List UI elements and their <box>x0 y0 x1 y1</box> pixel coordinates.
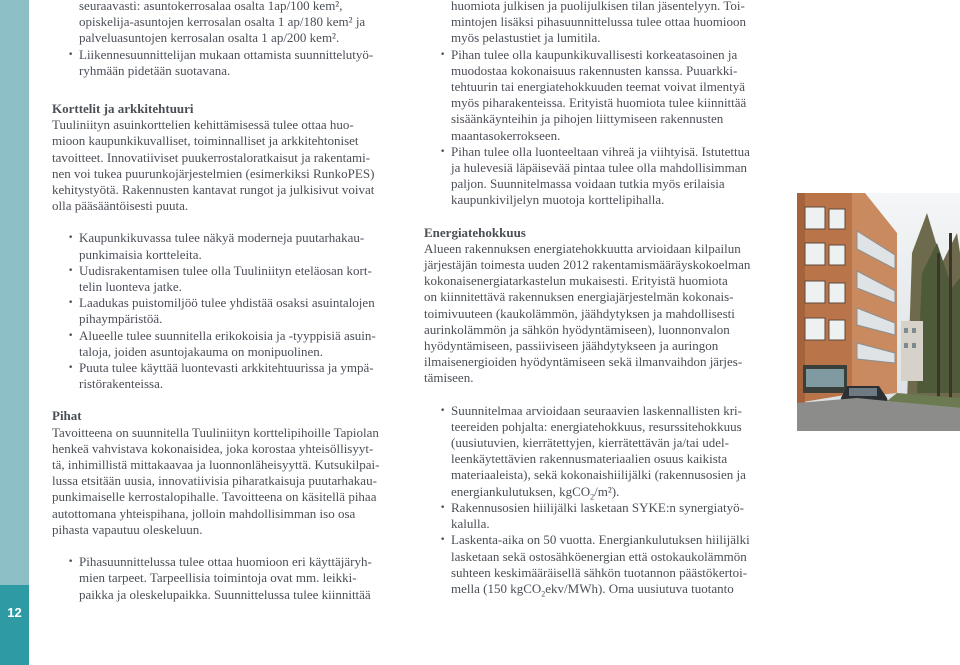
text-line: toimivuuteen (kaukolämmön, jäähdytyksen ja mahdollisesti <box>424 305 735 321</box>
text-line: ryhmään pidetään suotavana. <box>79 62 231 78</box>
yards-bullet-list <box>52 554 392 603</box>
text-line: henkeä vahvistava kokonaisidea, joka korostaa yhteisöllisyyt- <box>52 440 374 456</box>
building-photo <box>797 193 960 431</box>
text-line: ja hulevesiä läpäisevää pintaa tulee olla mahdollisimman <box>451 160 748 176</box>
text-line: pihasta vapautuu oleskeluun. <box>52 521 203 537</box>
bullet-text <box>451 500 744 531</box>
text-line: seuraavasti: asuntokerrosalaa osalta 1ap/100 kem², <box>79 0 343 13</box>
list-item <box>424 47 774 144</box>
text-line: Laskenta-aika on 50 vuotta. Energiankulutuksen hiilijälki <box>451 532 750 548</box>
yard-bullet-list <box>424 47 774 209</box>
energy-paragraph <box>424 241 774 387</box>
text-line: Suunnitelmaa arvioidaan seuraavien laskennallisten kri- <box>451 402 742 418</box>
sidebar-strip <box>0 0 29 665</box>
text-line: Pihasuunnittelussa tulee ottaa huomioon eri käyttäjäryh- <box>79 554 372 570</box>
text-line: teereiden pohjalta: energiatehokkuus, resurssitehokkuus <box>451 418 742 434</box>
continuation-paragraph <box>424 0 774 47</box>
text-line: tä, inhimillistä mittakaavaa ja luonnonläheisyyttä. Kutsukilpai- <box>52 457 380 473</box>
right-column <box>424 0 774 597</box>
list-item <box>52 360 392 392</box>
text-line: ilmaisenergioiden hyödyntämiseen sekä ilmanvaihdon järjes- <box>424 354 743 370</box>
text-line: punkimaiselle kerrostalopihalle. Tavoitteena on käsitellä pihaa <box>52 489 377 505</box>
text-line: Liikennesuunnittelijan mukaan ottamista suunnittelutyö- <box>79 46 374 62</box>
section-heading-energy: Energiatehokkuus <box>424 224 526 240</box>
bullet-list <box>52 47 392 79</box>
text-line: mioon kaupunkikuvalliset, toiminnalliset ja arkkitehtoniset <box>52 133 359 149</box>
architecture-bullet-list <box>52 230 392 392</box>
list-item <box>424 532 774 597</box>
text-line: (uusiutuvien, kierrätettyjen, kierrätettävän ja/tai udel- <box>451 435 729 451</box>
list-item <box>52 230 392 262</box>
page-number: 12 <box>7 605 22 620</box>
text-line: myös piharakenteissa. Erityistä huomiota tulee kiinnittää <box>451 95 747 111</box>
text-line: punkimaisia kortteleita. <box>79 246 202 262</box>
text-line: leenkäytettävien rakennusmateriaalien osuus kaikista <box>451 451 728 467</box>
text-line: Alueen rakennuksen energiatehokkuutta arvioidaan kilpailun <box>424 240 741 256</box>
list-item <box>52 47 392 79</box>
list-item <box>424 403 774 500</box>
list-item <box>52 295 392 327</box>
list-item <box>52 328 392 360</box>
text-line: on kiinnitettävä rakennuksen energiajärjestelmän kokonais- <box>424 289 734 305</box>
text-line: lasketaan sekä ostosähköenergian että ostokaukolämmön <box>451 548 747 564</box>
text-line: Rakennusosien hiilijälki lasketaan SYKE:n synergiatyö- <box>451 499 744 515</box>
text-line: kaupunkiviljelyn muotoja korttelipihalla. <box>451 192 665 208</box>
text-line: ristörakenteissa. <box>79 376 164 392</box>
text-line: myös pelastustiet ja lumitila. <box>451 30 601 46</box>
text-line: Laadukas puistomiljöö tulee yhdistää osaksi asuintalojen <box>79 295 375 311</box>
yards-paragraph <box>52 425 392 538</box>
list-item <box>424 144 774 209</box>
text-line: huomiota julkisen ja puolijulkisen tilan jäsentelyyn. Toi- <box>451 0 745 13</box>
bullet-text <box>451 403 746 483</box>
text-line: olla pääsääntöisesti puuta. <box>52 198 189 214</box>
text-line: mien tarpeet. Tarpeellisia toimintoja ovat mm. leikki- <box>79 570 357 586</box>
text-line: paikka ja oleskelupaikka. Suunnittelussa tulee kiinnittää <box>79 586 371 602</box>
text-line: taloja, joiden asuntojakauma on monipuolinen. <box>79 343 324 359</box>
text-line: Pihan tulee olla luonteeltaan vihreä ja viihtyisä. Istutettua <box>451 143 750 159</box>
text-line: materiaaleista), sekä kokonaishiilijälki (rakennusosien ja <box>451 467 746 483</box>
architecture-paragraph <box>52 117 392 214</box>
text-line: nen voi tukea puurunkojärjestelmien (esimerkiksi RunkoPES) <box>52 165 375 181</box>
text-line: kokonaisenergiatarkastelun mukaisesti. Erityistä huomiota <box>424 273 728 289</box>
list-item <box>52 263 392 295</box>
text-line: autottomana yhteispihana, jolloin mahdollisimman iso osa <box>52 505 356 521</box>
text-line: paljon. Suunnitelmassa voidaan tutkia myös erilaisia <box>451 176 725 192</box>
text-line: Tuuliniityn asuinkorttelien kehittämisessä tulee ottaa huo- <box>52 117 354 133</box>
text-line: maantasokerrokseen. <box>451 127 561 143</box>
energy-bullet-list <box>424 403 774 597</box>
list-item <box>52 554 392 603</box>
text-line: Puuta tulee käyttää luontevasti arkkitehtuurissa ja ympä- <box>79 360 374 376</box>
text-line: sisäänkäynteihin ja pihojen liittymiseen rakennusten <box>451 111 724 127</box>
section-heading-yards: Pihat <box>52 408 82 424</box>
text-line: aurinkolämmön ja sähkön hyödyntämiseen), luonnonvalon <box>424 321 730 337</box>
text-line: telin luonteva jatke. <box>79 279 182 295</box>
text-line: kehitystyötä. Rakennusten kantavat rungot ja julkisivut voivat <box>52 182 375 198</box>
left-column <box>52 0 392 603</box>
text-line: tavoitteet. Innovatiiviset puukerrostaloratkaisut ja rakentami- <box>52 149 371 165</box>
text-line: palveluasuntojen kerrosalan osalta 1 ap/200 kem². <box>79 30 340 46</box>
text-line: opiskelija-asuntojen kerrosalan osalta 1 ap/180 kem² ja <box>79 14 366 30</box>
list-item <box>424 500 774 532</box>
text-line: pihaympäristöä. <box>79 311 163 327</box>
text-line: muodostaa kokonaisuus rakennusten kanssa. Puuarkki- <box>451 62 738 78</box>
apartment-building-image <box>797 193 960 431</box>
text-line: tämiseen. <box>424 370 474 386</box>
text-line: järjestäjän toimesta uuden 2012 rakentamismääräyskokoelman <box>424 257 751 273</box>
bullet-text <box>451 532 750 579</box>
text-line: kalulla. <box>451 516 490 532</box>
text-line: Kaupunkikuvassa tulee näkyä moderneja puutarhakau- <box>79 230 365 246</box>
text-line: mella (150 kgCO$_2$ekv/MWh). Oma uusiutuva tuotanto <box>451 580 734 599</box>
text-line: Alueelle tulee suunnitella erikokoisia ja -tyyppisiä asuin- <box>79 327 376 343</box>
text-line: lussa etsitään uusia, innovatiivisia piharatkaisuja puutarhakau- <box>52 473 377 489</box>
text-line: suhteen keskimääräisellä sähkön tuotannon päästökertoi- <box>451 564 748 580</box>
section-heading-architecture: Korttelit ja arkkitehtuuri <box>52 101 194 117</box>
text-line: Uudisrakentamisen tulee olla Tuuliniityn eteläosan kort- <box>79 262 372 278</box>
text-line: tehtuurin tai energiatehokkuuden teemat voivat ilmentyä <box>451 79 745 95</box>
text-line: hyödyntämiseen, passiiviseen jäähdytykseen ja auringon <box>424 338 719 354</box>
text-line: Tavoitteena on suunnitella Tuuliniityn korttelipihoille Tapiolan <box>52 424 379 440</box>
text-line: mintojen lisäksi pihasuunnittelussa tulee ottaa huomioon <box>451 14 746 30</box>
text-line: Pihan tulee olla kaupunkikuvallisesti korkeatasoinen ja <box>451 46 738 62</box>
text-line: energiankulutuksen, kgCO$_2$/m²). <box>451 483 620 502</box>
page-number-box <box>0 585 29 665</box>
